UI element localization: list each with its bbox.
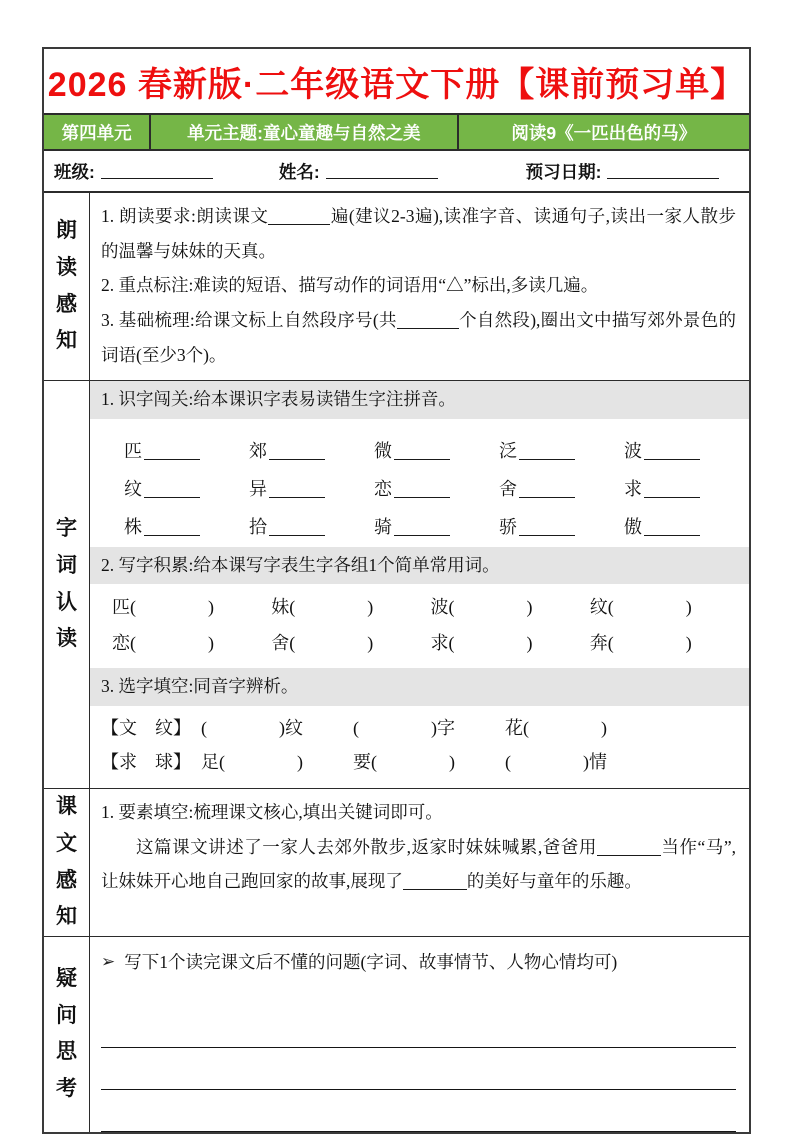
words-q2-heading: 2. 写字积累:给本课写字表生字各组1个简单常用词。 [90, 547, 749, 585]
hanzi: 恋 [374, 478, 392, 499]
reading-item-1 [101, 199, 736, 268]
pinyin-row [124, 425, 749, 463]
word-cell: 求( ) [430, 633, 533, 654]
word-cell: 匹( ) [112, 597, 214, 618]
word-cell: 波( ) [430, 597, 533, 618]
text-summary [101, 830, 736, 899]
pinyin-blank [644, 443, 700, 460]
words-q3-heading: 3. 选字填空:同音字辨析。 [90, 668, 749, 706]
answer-area [90, 1006, 749, 1132]
pinyin-blank [394, 443, 450, 460]
pinyin-cell [249, 437, 374, 463]
unit-theme: 单元主题:童心童趣与自然之美 [151, 115, 458, 149]
pinyin-blank [394, 481, 450, 498]
pinyin-blank [644, 481, 700, 498]
hanzi: 舍 [499, 478, 517, 499]
reading-item-2: 2. 重点标注:难读的短语、描写动作的词语用“△”标出,多读几遍。 [101, 275, 599, 296]
choose-item: ( )纹 [201, 718, 303, 739]
pinyin-cell [124, 513, 249, 539]
char-options: 【文 纹】 [101, 718, 191, 739]
pinyin-cell [624, 437, 749, 463]
date-label: 预习日期: [525, 161, 602, 182]
hanzi: 泛 [499, 440, 517, 461]
section-label-question: 疑问思考 [56, 966, 77, 1101]
summary-seg: 这篇课文讲述了一家人去郊外散步,返家时妹妹喊累,爸爸用 [136, 836, 597, 857]
pinyin-blank [269, 443, 325, 460]
pinyin-blank [269, 519, 325, 536]
section-words-content [90, 381, 749, 788]
pinyin-cell [374, 513, 499, 539]
unit-bar [44, 115, 749, 151]
section-label-text: 课文感知 [56, 795, 77, 929]
pinyin-cell [499, 475, 624, 501]
section-text-content [90, 789, 749, 936]
hanzi: 异 [249, 478, 267, 499]
hanzi: 微 [374, 440, 392, 461]
reading-item-3-text-cont: 个自然段),圈出文中描写郊外景色的词语(至少3个)。 [101, 309, 736, 365]
pinyin-cell [124, 437, 249, 463]
class-blank [101, 163, 213, 180]
word-row [112, 624, 749, 660]
title-row [44, 49, 749, 115]
reading-item-1-text-cont: 遍(建议2-3遍),读准字音、读通句子,读出一家人散步的温馨与妹妹的天真。 [101, 206, 736, 261]
pinyin-blank [144, 443, 200, 460]
answer-line [101, 1048, 736, 1090]
choose-item: 要( ) [353, 752, 455, 773]
choose-item: 足( ) [201, 752, 303, 773]
section-text-label-cell [44, 789, 90, 936]
fill-blank [397, 312, 459, 329]
word-cell: 恋( ) [112, 633, 214, 654]
section-words [44, 381, 749, 789]
hanzi: 匹 [124, 440, 142, 461]
answer-line [101, 1006, 736, 1048]
section-words-label-cell [44, 381, 90, 788]
pinyin-cell [124, 475, 249, 501]
student-info-row [44, 151, 749, 193]
word-cell: 舍( ) [271, 633, 374, 654]
pinyin-grid [90, 419, 749, 547]
reading-item-3 [101, 303, 736, 372]
section-label-words: 字词认读 [56, 517, 77, 651]
pinyin-cell [249, 513, 374, 539]
unit-number: 第四单元 [44, 115, 151, 149]
name-blank [326, 163, 438, 180]
pinyin-blank [519, 519, 575, 536]
pinyin-row [124, 463, 749, 501]
choose-item: ( )字 [353, 718, 455, 739]
section-reading [44, 193, 749, 381]
hanzi: 波 [624, 440, 642, 461]
name-field [279, 159, 438, 184]
hanzi: 郊 [249, 440, 267, 461]
pinyin-blank [269, 481, 325, 498]
pinyin-blank [644, 519, 700, 536]
date-blank [607, 163, 719, 180]
fill-blank [268, 208, 330, 225]
reading-item-1-text: 1. 朗读要求:朗读课文 [101, 206, 269, 226]
hanzi: 求 [624, 478, 642, 499]
word-cell: 纹( ) [589, 597, 692, 618]
fill-blank [597, 839, 661, 856]
answer-line [101, 1090, 736, 1132]
word-row [112, 588, 749, 624]
hanzi: 株 [124, 516, 142, 537]
pinyin-blank [144, 519, 200, 536]
date-field [526, 159, 720, 184]
class-label: 班级: [54, 161, 95, 182]
words-q1-heading: 1. 识字闯关:给本课识字表易读错生字注拼音。 [90, 381, 749, 419]
text-heading: 1. 要素填空:梳理课文核心,填出关键词即可。 [101, 802, 443, 823]
pinyin-blank [394, 519, 450, 536]
pinyin-cell [499, 437, 624, 463]
char-options: 【求 球】 [101, 752, 191, 773]
section-text [44, 789, 749, 937]
hanzi: 纹 [124, 478, 142, 499]
hanzi: 傲 [624, 516, 642, 537]
choose-row [101, 744, 749, 778]
hanzi: 骄 [499, 516, 517, 537]
section-question [44, 937, 749, 1132]
hanzi: 拾 [249, 516, 267, 537]
pinyin-blank [519, 443, 575, 460]
word-cell: 妹( ) [271, 597, 374, 618]
choose-item: ( )情 [505, 752, 607, 773]
fill-blank [403, 874, 467, 891]
word-cell: 奔( ) [589, 633, 692, 654]
pinyin-row [124, 501, 749, 539]
choose-item: 花( ) [505, 718, 607, 739]
pinyin-cell [374, 475, 499, 501]
choose-row [101, 710, 749, 744]
section-reading-label-cell [44, 193, 90, 380]
section-question-label-cell [44, 937, 90, 1132]
question-prompt-text: 写下1个读完课文后不懂的问题(字词、故事情节、人物心情均可) [124, 952, 618, 973]
summary-seg: 当作“马”,让妹妹开心地自己跑回家的故事,展现了 [101, 836, 736, 892]
arrow-bullet-icon: ➢ [101, 952, 116, 972]
summary-seg: 的美好与童年的乐趣。 [466, 871, 642, 892]
word-grid [90, 584, 749, 668]
class-field [54, 159, 213, 184]
section-question-content [90, 937, 749, 1132]
pinyin-cell [249, 475, 374, 501]
pinyin-cell [374, 437, 499, 463]
question-prompt [90, 937, 749, 980]
lesson-title: 阅读9《一匹出色的马》 [511, 122, 697, 143]
reading-item-3-text: 3. 基础梳理:给课文标上自然段序号(共 [101, 309, 397, 330]
choose-grid [90, 706, 749, 788]
pinyin-blank [144, 481, 200, 498]
page-title: 2026 春新版·二年级语文下册【课前预习单】 [47, 65, 746, 104]
name-label: 姓名: [278, 161, 320, 182]
pinyin-cell [624, 513, 749, 539]
worksheet-frame [42, 47, 751, 1134]
section-label-reading: 朗读感知 [56, 219, 77, 353]
pinyin-cell [499, 513, 624, 539]
hanzi: 骑 [374, 516, 392, 537]
pinyin-blank [519, 481, 575, 498]
section-reading-content [90, 193, 749, 380]
pinyin-cell [624, 475, 749, 501]
